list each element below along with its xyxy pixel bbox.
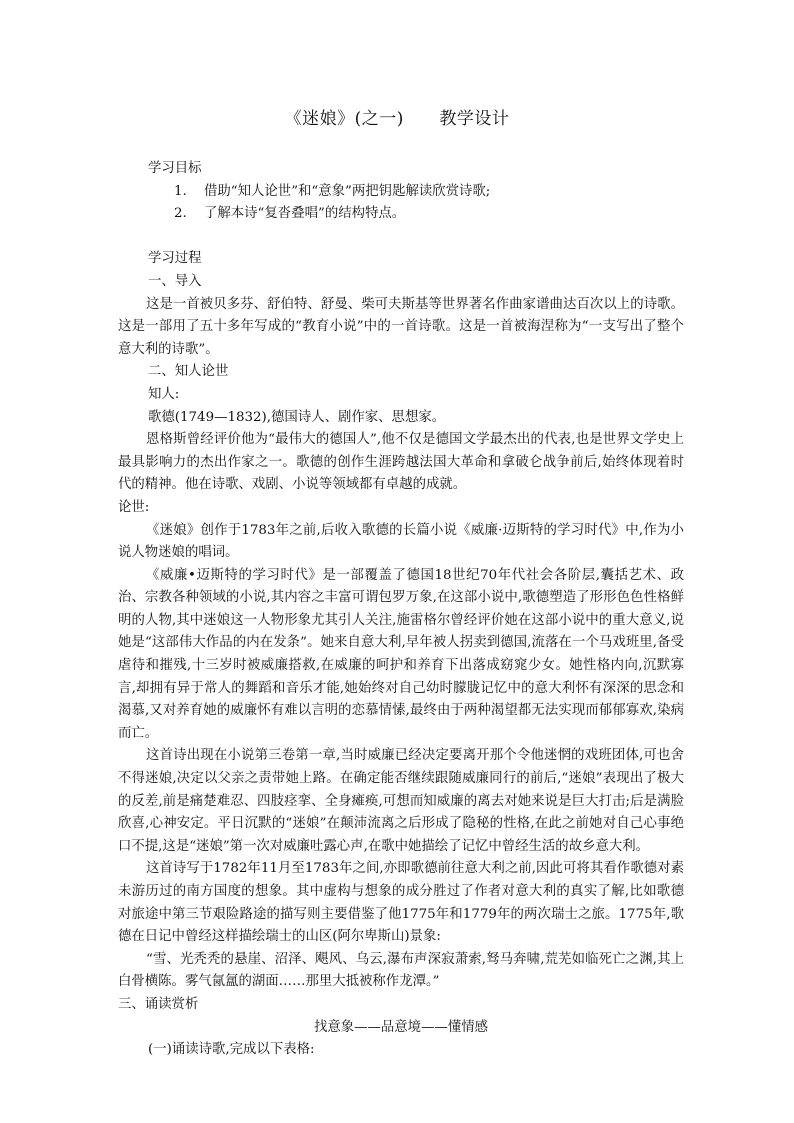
context-paragraph-3: 这首诗出现在小说第三卷第一章,当时威廉已经决定要离开那个令他迷惘的戏班团体,可也舍不得迷娘,决定以父亲之责带她上路。在确定能否继续跟随威廉同行的前后,“迷娘”表现出了极大的反差,前是痛楚难忍、四肢痉挛、全身瘫痪,可想而知威廉的离去对她来说是巨大打击;后是满脸欣喜,心神安定。平日沉默的“迷娘”在颠沛流离之后形成了隐秘的性格,在此之前她对自己心事绝口不提,这是“迷娘”第一次对威廉吐露心声,在歌中她描绘了记忆中曾经生活的故乡意大利。 [118, 748, 684, 854]
reading-subtitle: 找意象——品意境——懂情感 [313, 1019, 489, 1035]
intro-paragraph: 这是一首被贝多芬、舒伯特、舒曼、柴可夫斯基等世界著名作曲家谱曲达百次以上的诗歌。这是一部用了五十多年写成的“教育小说”中的一首诗歌。这是一首被海涅称为“一支写出了整个意大利的诗歌”。 [118, 296, 684, 357]
knowing-subheading: 知人: [148, 386, 180, 402]
process-heading: 学习过程 [148, 251, 202, 267]
spacer [118, 226, 684, 249]
objective-item-text: 了解本诗“复沓叠唱”的结构特点。 [204, 206, 406, 222]
context-paragraph-1: 《迷娘》创作于1783年之前,后收入歌德的长篇小说《威廉·迈斯特的学习时代》中,作为小说人物迷娘的唱词。 [118, 522, 684, 561]
objective-item-text: 借助“知人论世”和“意象”两把钥匙解读欣赏诗歌; [204, 183, 491, 199]
context-paragraph-2: 《威廉•迈斯特的学习时代》是一部覆盖了德国18世纪70年代社会各阶层,囊括艺术、政治、宗教各种领域的小说,其内容之丰富可谓包罗万象,在这部小说中,歌德塑造了形形色色性格鲜明的人物,其中迷娘这一人物形象尤其引人关注,施雷格尔曾经评价她在这部小说中的重大意义,说她是“这部伟大作品的内在发条”。她来自意大利,早年被人拐卖到德国,流落在一个马戏班里,备受虐待和摧残,十三岁时被威廉搭救,在威廉的呵护和养育下出落成窈窕少女。她性格内向,沉默寡言,却拥有异于常人的舞蹈和音乐才能,她始终对自己幼时朦胧记忆中的意大利怀有深深的思念和渴慕,又对养育她的威廉怀有难以言明的恋慕情愫,最终由于两种渴望都无法实现而郁郁寡欢,染病而亡。 [118, 567, 684, 741]
objective-item-1 [118, 181, 684, 204]
document-body [118, 158, 684, 1062]
reading-heading: 三、诵读赏析 [118, 996, 199, 1012]
knowing-heading: 二、知人论世 [148, 364, 229, 380]
reading-task: (一)诵读诗歌,完成以下表格: [148, 1042, 315, 1058]
goethe-diary-quote: “雪、光秃秃的悬崖、沼泽、飓风、乌云,瀑布声深寂萧索,驽马奔啸,荒芜如临死亡之渊,其上白骨横陈。雾气氤氲的湖面……那里大抵被称作龙潭。” [118, 951, 684, 990]
goethe-intro: 歌德(1749—1832),德国诗人、剧作家、思想家。 [148, 409, 446, 425]
context-heading: 论世: [118, 499, 150, 515]
objective-item-number: 1. [174, 183, 187, 199]
objective-item-number: 2. [174, 206, 187, 222]
objective-item-2 [118, 203, 684, 226]
context-paragraph-4: 这首诗写于1782年11月至1783年之间,亦即歌德前往意大利之前,因此可将其看作歌德对素未游历过的南方国度的想象。其中虚构与想象的成分胜过了作者对意大利的真实了解,比如歌德对旅途中第三节艰险路途的描写则主要借鉴了他1775年和1779年的两次瑞士之旅。1775年,歌德在日记中曾经这样描绘瑞士的山区(阿尔卑斯山)景象: [118, 861, 684, 945]
intro-heading: 一、导入 [148, 273, 202, 289]
objectives-heading: 学习目标 [148, 161, 202, 176]
document-title: 《迷娘》(之一) 教学设计 [284, 109, 510, 129]
engels-paragraph: 恩格斯曾经评价他为“最伟大的德国人”,他不仅是德国文学最杰出的代表,也是世界文学史上最具影响力的杰出作家之一。歌德的创作生涯跨越法国大革命和拿破仑战争前后,始终体现着时代的精神。他在诗歌、戏剧、小说等领域都有卓越的成就。 [118, 432, 684, 493]
